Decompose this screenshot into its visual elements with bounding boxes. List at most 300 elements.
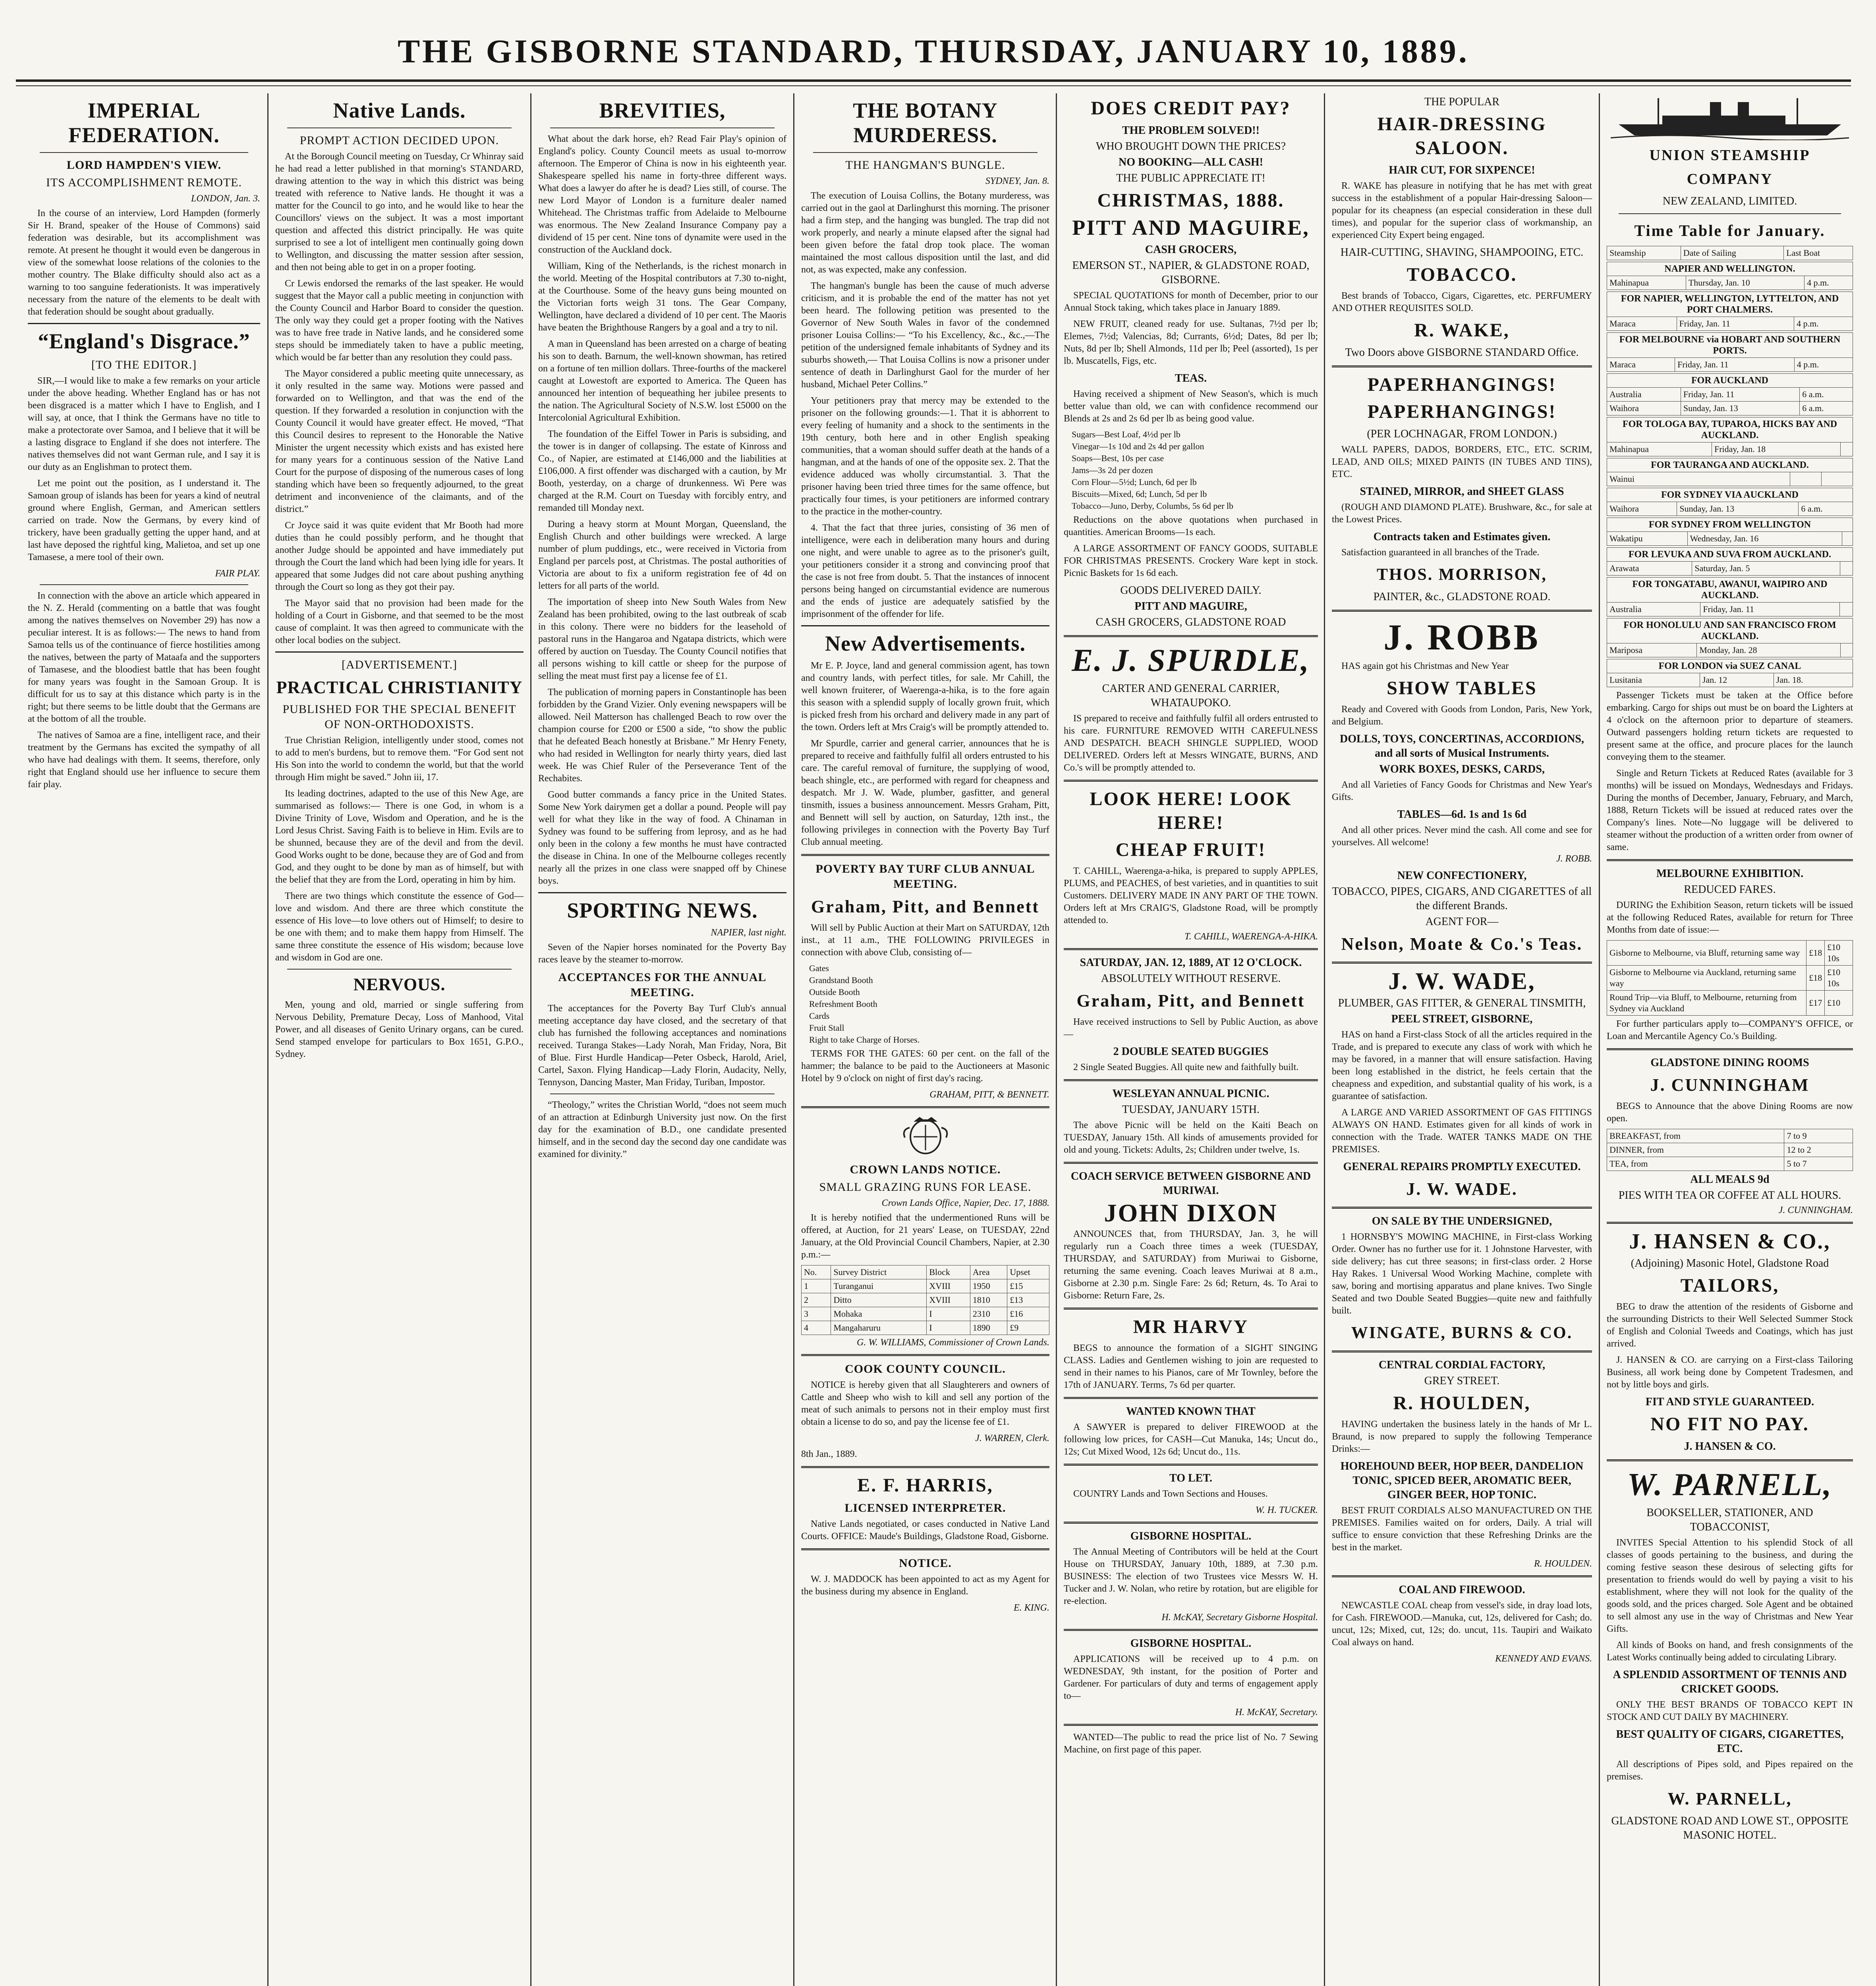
ad-headline: TAILORS, bbox=[1680, 1275, 1779, 1296]
route-title-row bbox=[1607, 488, 1853, 502]
headline-imperial-federation: IMPERIAL FEDERATION. bbox=[68, 99, 220, 147]
ad-headline: LOOK HERE! LOOK HERE! bbox=[1090, 788, 1292, 833]
table-cell: 2310 bbox=[970, 1307, 1007, 1321]
list-item: Outside Booth bbox=[809, 987, 860, 997]
ad-date: 8th Jan., 1889. bbox=[801, 1449, 857, 1459]
route-title: FOR TAURANGA AND AUCKLAND. bbox=[1607, 458, 1853, 472]
article-paragraph: In the course of an interview, Lord Hampden (formerly Sir H. Brand, speaker of the House of Commons) said federation was desirable, but its accomplishment was remote. At present he thought it would even be dangerous in view of the somewhat loose relations of the colonies to the mother country. The Blake difficulty should also act as a warning to too sanguine federationists. It was imperatively necessary from the nature of the elements to be dealt with that federation should be sought about gradually. bbox=[28, 208, 260, 317]
ad-line: 2 DOUBLE SEATED BUGGIES bbox=[1113, 1045, 1269, 1058]
signature: J. WARREN, Clerk. bbox=[975, 1433, 1049, 1443]
ad-heading: E. F. HARRIS, bbox=[857, 1475, 993, 1496]
table-cell: TEA, from bbox=[1607, 1157, 1784, 1171]
table-cell: Maraca bbox=[1607, 317, 1677, 331]
ad-paragraph: Single and Return Tickets at Reduced Rates (available for 3 months) will be issued on Mondays, Wednesdays and Fridays. During the months of December, January, February, and March, 1888, Return Tickets will be issued at reduced rates over the Company's lines. Note—No luggage will be delivered to steamer without the production of a written order from owner of same. bbox=[1607, 768, 1853, 852]
subhead: LICENSED INTERPRETER. bbox=[844, 1501, 1006, 1515]
sailing-row bbox=[1607, 402, 1853, 415]
table-row bbox=[802, 1293, 1049, 1307]
article-paragraph: The execution of Louisa Collins, the Botany murderess, was carried out in the gaol at Darlinghurst this morning. The prisoner had a firm step, and the hanging was bungled. The trap did not work properly, and nearly a minute elapsed after the signal had been given before the fatal drop took place. The woman maintained the most callous disposition until the last, and did not, as was expected, make any confession. bbox=[801, 191, 1049, 275]
article-paragraph: 4. That the fact that three juries, consisting of 36 men of intelligence, were each in deliberation many hours and during one night, and were unable to agree as to the prisoner's guilt, your petitioners consider it a strong and convincing proof that the case is not free from doubt. 5. That the instances of innocent persons being hanged on circumstantial evidence are numerous and the ends of justice are adequately satisfied by the imprisonment of the offender for life. bbox=[801, 523, 1049, 619]
divider bbox=[40, 584, 248, 585]
column-imperial-federation bbox=[24, 93, 264, 1986]
divider bbox=[1332, 1207, 1592, 1209]
table-cell: £9 bbox=[1007, 1321, 1049, 1335]
route-title: FOR HONOLULU AND SAN FRANCISCO FROM AUCKLAND. bbox=[1607, 618, 1853, 643]
ad-line: STAINED, MIRROR, and SHEET GLASS bbox=[1360, 485, 1564, 498]
table-cell: Date of Sailing bbox=[1681, 246, 1783, 260]
signature: R. HOULDEN. bbox=[1534, 1559, 1592, 1569]
table-cell: Area bbox=[970, 1265, 1007, 1279]
ad-auctioneers: Graham, Pitt, and Bennett bbox=[1076, 991, 1305, 1010]
ad-paragraph: All descriptions of Pipes sold, and Pipes repaired on the premises. bbox=[1607, 1759, 1853, 1782]
route-title-row bbox=[1607, 618, 1853, 643]
table-row bbox=[802, 1307, 1049, 1321]
ad-paragraph: NOTICE is hereby given that all Slaughterers and owners of Cattle and Sheep who wish to kill and sell any portion of the meat of such animals to persons not in their employ must first obtain a license to do so, and pay the license fee of £1. bbox=[801, 1380, 1049, 1427]
price-item: Jams—3s 2d per dozen bbox=[1072, 465, 1153, 475]
masthead-rule bbox=[16, 79, 1851, 82]
column-divider bbox=[267, 93, 269, 1986]
ad-headline: R. WAKE, bbox=[1414, 320, 1510, 341]
ad-headline: WINGATE, BURNS & CO. bbox=[1351, 1324, 1573, 1342]
table-cell: Block bbox=[927, 1265, 970, 1279]
column-native-lands bbox=[271, 93, 527, 1986]
ad-headline: CHEAP FRUIT! bbox=[1115, 839, 1266, 860]
price-item: Soaps—Best, 10s per case bbox=[1072, 453, 1164, 463]
ad-line: CASH GROCERS, bbox=[1145, 243, 1237, 256]
ad-paragraph: SPECIAL QUOTATIONS for month of December, prior to our Annual Stock taking, which takes place in January 1889. bbox=[1064, 290, 1318, 313]
ad-paragraph: BEGS to Announce that the above Dining Rooms are now open. bbox=[1607, 1101, 1853, 1124]
ad-line: GLADSTONE ROAD AND LOWE ST., OPPOSITE MASONIC HOTEL. bbox=[1611, 1815, 1849, 1841]
ad-paragraph: DURING the Exhibition Season, return tickets will be issued at the following Reduced Rates, available for return for Three Months from date of issue:— bbox=[1607, 900, 1853, 935]
table-header-row bbox=[1607, 246, 1853, 260]
price-list bbox=[1064, 429, 1318, 512]
masthead-rule-thin bbox=[16, 85, 1851, 86]
article-paragraph: The Mayor considered a public meeting quite unnecessary, as it only resulted in the same way. Motions were passed and forwarded on to Wellington, and that was the end of the question. If they forwarded a resolution in conjunction with the County Council it would have greater effect. He moved, “That this Council desires to represent to the Honorable the Native Minister the urgent necessity which exists and has existed here for many years for a continuous session of the Native Land Court for the purpose of disposing of the numerous cases of long standing which have been so frequently adjourned, to the great detriment and inconvenience of the claimants, and of the district.” bbox=[275, 369, 524, 514]
ad-line: TOBACCO, PIPES, CIGARS, AND CIGARETTES of all the different Brands. bbox=[1332, 885, 1592, 912]
table-cell bbox=[1841, 643, 1853, 657]
ad-paragraph: Having received a shipment of New Season's, which is much better value than old, we can with confidence recommend our Blends at 2s and 2s 6d per lb as being good value. bbox=[1064, 389, 1318, 424]
table-cell: Friday, Jan. 11 bbox=[1677, 317, 1794, 331]
table-cell: Saturday, Jan. 5 bbox=[1692, 562, 1840, 576]
runs-table bbox=[801, 1265, 1049, 1335]
divider bbox=[1607, 1048, 1853, 1050]
ad-line: COAL AND FIREWOOD. bbox=[1399, 1584, 1525, 1596]
headline-native-lands: Native Lands. bbox=[333, 99, 466, 122]
ad-paragraph: NEWCASTLE COAL cheap from vessel's side, in dray load lots, for Cash. FIREWOOD.—Manuka, cut, 12s, delivered for Cash; do. uncut, 12s; Mixed, cut, 12s; do. uncut, 11s. Taupiri and Waikato Coal always on hand. bbox=[1332, 1600, 1592, 1648]
table-cell: Sunday, Jan. 13 bbox=[1677, 502, 1799, 516]
table-cell: Gisborne to Melbourne, via Bluff, returning same way bbox=[1607, 941, 1806, 966]
ad-headline-robb: J. ROBB bbox=[1383, 617, 1540, 657]
divider bbox=[1064, 1629, 1318, 1631]
table-cell: Jan. 12 bbox=[1700, 673, 1774, 687]
privileges-list bbox=[801, 963, 1049, 1045]
ad-line: PIES WITH TEA OR COFFEE AT ALL HOURS. bbox=[1618, 1189, 1841, 1202]
table-cell: Lusitania bbox=[1607, 673, 1700, 687]
ad-line: DOLLS, TOYS, CONCERTINAS, ACCORDIONS, and all sorts of Musical Instruments. bbox=[1340, 733, 1584, 759]
ad-paragraph: HAS on hand a First-class Stock of all the articles required in the Trade, and is prepared to execute any class of work with which he may be favored, in a manner that will ensure satisfaction. Having been long established in the district, he feels certain that the cheapness and expedition, and substantial quality of his work, is a guarantee of satisfaction. bbox=[1332, 1030, 1592, 1101]
column-divider bbox=[1599, 93, 1600, 1986]
article-paragraph: Men, young and old, married or single suffering from Nervous Debility, Premature Decay, Loss of Manhood, Vital Power, and all diseases of Genito Urinary organs, can be cured. Send stamped envelope for particulars to Box 1651, G.P.O., Sydney. bbox=[275, 1000, 524, 1059]
ad-line: NEW ZEALAND, LIMITED. bbox=[1662, 195, 1797, 207]
ad-line: FIT AND STYLE GUARANTEED. bbox=[1645, 1396, 1814, 1408]
subhead: PROMPT ACTION DECIDED UPON. bbox=[299, 134, 499, 147]
ad-paragraph: Best brands of Tobacco, Cigars, Cigarettes, etc. PERFUMERY AND OTHER REQUISITES SOLD. bbox=[1332, 291, 1592, 313]
sailing-row bbox=[1607, 562, 1853, 576]
article-paragraph: The hangman's bungle has been the cause of much adverse criticism, and it is probable the end of the matter has not yet been heard. The following petition was presented to the Governor of New South Wales in favor of the condemned prisoner Louisa Collins:— “To his Excellency, &c., &c.,—The petition of the undersigned female inhabitants of Sydney and its suburbs showeth,— That Louisa Collins is now a prisoner under sentence of death in Darlinghurst Gaol for the murder of her husband, Michael Peter Collins.” bbox=[801, 281, 1049, 390]
meal-row bbox=[1607, 1129, 1853, 1143]
ad-auctioneers: Graham, Pitt, and Bennett bbox=[811, 897, 1039, 916]
route-table bbox=[1607, 373, 1853, 415]
signature: W. H. TUCKER. bbox=[1255, 1505, 1318, 1515]
sailing-row bbox=[1607, 388, 1853, 402]
table-cell: Mariposa bbox=[1607, 643, 1697, 657]
column-advertisements-b bbox=[1328, 93, 1596, 1986]
ad-headline-wade: J. W. WADE, bbox=[1388, 968, 1536, 994]
divider bbox=[801, 1106, 1049, 1108]
timetable bbox=[1607, 262, 1853, 687]
ad-line: ON SALE BY THE UNDERSIGNED, bbox=[1372, 1215, 1552, 1227]
ad-line: CENTRAL CORDIAL FACTORY, bbox=[1378, 1359, 1546, 1371]
article-paragraph: Mr E. P. Joyce, land and general commission agent, has town and country lands, with perfect titles, for sale. Mr Cahill, the well known fruiterer, of Waerenga-a-hika, is to the fore again this season with a splendid supply of locally grown fruit, which is picked fresh from his orchard and delivery made in any part of the town. Orders left at Mrs Craig's will be promptly attended to. bbox=[801, 661, 1049, 732]
headline-nervous: NERVOUS. bbox=[353, 975, 446, 994]
ad-paragraph: And all other prices. Never mind the cash. All come and see for yourselves. All welcome! bbox=[1332, 825, 1592, 848]
table-cell: 6 a.m. bbox=[1799, 502, 1853, 516]
fare-row bbox=[1607, 941, 1853, 966]
list-item: Right to take Charge of Horses. bbox=[809, 1035, 920, 1045]
ad-paragraph: J. HANSEN & CO. are carrying on a First-class Tailoring Business, all work being done by Competent Tradesmen, and not by little boys and girls. bbox=[1607, 1355, 1853, 1390]
headline-brevities: BREVITIES, bbox=[599, 99, 726, 122]
table-cell: 2 bbox=[802, 1293, 831, 1307]
table-cell: 1810 bbox=[970, 1293, 1007, 1307]
table-cell: Jan. 18. bbox=[1774, 673, 1853, 687]
ad-paragraph: ANNOUNCES that, from THURSDAY, Jan. 3, he will regularly run a Coach three times a week (TUESDAY, THURSDAY, and SATURDAY) from Muriwai to Gisborne, returning the same evening. Coach leaves Muriwai at 8 a.m., Gisborne at 2.30 p.m. Single Fare: 2s 6d; Return, 4s. To Arai to Gisborne: Return Fare, 2s. bbox=[1064, 1229, 1318, 1301]
route-title: FOR MELBOURNE via HOBART AND SOUTHERN PORTS. bbox=[1607, 333, 1853, 358]
brevities-paragraph: During a heavy storm at Mount Morgan, Queensland, the English Church and other buildings were wrecked. A large number of plum puddings, etc., were received in Victoria from England per parcels post, at Christmas. The postal authorities of Victoria are about to fix a uniform registration fee of 4d on letters for all parts of the world. bbox=[538, 519, 786, 591]
table-cell: 6 a.m. bbox=[1800, 388, 1853, 402]
divider bbox=[1064, 1464, 1318, 1466]
table-cell: 1890 bbox=[970, 1321, 1007, 1335]
divider bbox=[1064, 1522, 1318, 1524]
ad-headline-john-dixon: JOHN DIXON bbox=[1104, 1199, 1278, 1227]
ad-paragraph: Will sell by Public Auction at their Mart on SATURDAY, 12th inst., at 11 a.m., THE FOLLOWING PRIVILEGES in connection with above Club, consisting of— bbox=[801, 923, 1049, 958]
route-title: FOR TONGATABU, AWANUI, WAIPIRO AND AUCKLAND. bbox=[1607, 578, 1853, 603]
ad-paragraph: (ROUGH AND DIAMOND PLATE). Brushware, &c., for sale at the Lowest Prices. bbox=[1332, 502, 1592, 525]
signature: GRAHAM, PITT, & BENNETT. bbox=[929, 1090, 1049, 1100]
table-cell: Round Trip—via Bluff, to Melbourne, returning from Sydney via Auckland bbox=[1607, 991, 1806, 1016]
divider bbox=[28, 323, 260, 324]
subhead: SMALL GRAZING RUNS FOR LEASE. bbox=[819, 1180, 1032, 1194]
table-cell: 4 bbox=[802, 1321, 831, 1335]
route-title: NAPIER AND WELLINGTON. bbox=[1607, 262, 1853, 276]
ad-line: THE PUBLIC APPRECIATE IT! bbox=[1116, 172, 1265, 184]
divider bbox=[801, 1466, 1049, 1468]
route-title: FOR SYDNEY FROM WELLINGTON bbox=[1607, 518, 1853, 532]
dateline: Crown Lands Office, Napier, Dec. 17, 1888. bbox=[881, 1198, 1049, 1208]
ad-paragraph: T. CAHILL, Waerenga-a-hika, is prepared to supply APPLES, PLUMS, and PEACHES, of best varieties, and in quantities to suit Customers. DELIVERY MADE IN ANY PART OF THE TOWN. Orders left at Mrs CRAIG'S, Gladstone Road, will be promptly attended to. bbox=[1064, 866, 1318, 925]
divider bbox=[1064, 948, 1318, 950]
divider bbox=[1064, 1308, 1318, 1310]
price-item: Corn Flour—5½d; Lunch, 6d per lb bbox=[1072, 477, 1197, 487]
ad-line: EMERSON ST., NAPIER, & GLADSTONE ROAD, GISBORNE. bbox=[1072, 259, 1310, 286]
table-cell: Arawata bbox=[1607, 562, 1692, 576]
table-cell: Mahinapua bbox=[1607, 442, 1712, 456]
ad-line: ABSOLUTELY WITHOUT RESERVE. bbox=[1101, 972, 1281, 985]
ad-paragraph: The above Picnic will be held on the Kaiti Beach on TUESDAY, January 15th. All kinds of amusements provided for old and young. Tickets: Adults, 2s; Children under twelve, 1s. bbox=[1064, 1120, 1318, 1155]
ad-paragraph: R. WAKE has pleasure in notifying that he has met with great success in the establishment of a popular Hair-dressing Saloon—popular for its cheapness (an especial consideration in these dull times), and popular for the superior class of workmanship, an experienced City Expert being engaged. bbox=[1332, 181, 1592, 240]
ad-headline: PAPERHANGINGS! bbox=[1367, 401, 1557, 422]
route-title-row bbox=[1607, 333, 1853, 358]
subhead: ACCEPTANCES FOR THE ANNUAL MEETING. bbox=[558, 971, 767, 999]
ad-line: AGENT FOR— bbox=[1425, 916, 1499, 928]
fare-row bbox=[1607, 966, 1853, 991]
route-table bbox=[1607, 518, 1853, 546]
ad-paragraph: And all Varieties of Fancy Goods for Christmas and New Year's Gifts. bbox=[1332, 780, 1592, 802]
divider bbox=[1064, 1397, 1318, 1399]
ad-paragraph: ONLY THE BEST BRANDS OF TOBACCO KEPT IN STOCK AND CUT DAILY BY MACHINERY. bbox=[1607, 1700, 1853, 1722]
ad-paragraph: APPLICATIONS will be received up to 4 p.m. on WEDNESDAY, 9th instant, for the position of Porter and Gardener. For particulars of duty and terms of engagement apply to— bbox=[1064, 1654, 1318, 1701]
article-paragraph: Seven of the Napier horses nominated for the Poverty Bay races leave by the steamer to-morrow. bbox=[538, 942, 786, 965]
table-cell: Mahinapua bbox=[1607, 276, 1686, 290]
advertisement-label: [ADVERTISEMENT.] bbox=[341, 658, 458, 671]
sailing-row bbox=[1607, 472, 1853, 486]
table-cell: Wainui bbox=[1607, 472, 1790, 486]
ad-headline: J. W. WADE. bbox=[1406, 1179, 1518, 1199]
ad-line: COACH SERVICE BETWEEN GISBORNE AND MURIWAI. bbox=[1070, 1170, 1311, 1197]
divider bbox=[1332, 1575, 1592, 1577]
ad-headline-houlden: R. HOULDEN, bbox=[1393, 1393, 1531, 1414]
list-item: Fruit Stall bbox=[809, 1023, 844, 1033]
divider bbox=[801, 1354, 1049, 1356]
route-title-row bbox=[1607, 417, 1853, 442]
sailing-row bbox=[1607, 358, 1853, 372]
route-table bbox=[1607, 547, 1853, 576]
ad-line: THE POPULAR bbox=[1424, 96, 1499, 108]
route-table bbox=[1607, 618, 1853, 657]
table-cell: Australia bbox=[1607, 603, 1700, 616]
meal-row bbox=[1607, 1157, 1853, 1171]
table-cell: Sunday, Jan. 13 bbox=[1681, 402, 1799, 415]
signature: H. McKAY, Secretary Gisborne Hospital. bbox=[1161, 1612, 1318, 1623]
route-title-row bbox=[1607, 374, 1853, 388]
table-cell: £10 10s bbox=[1825, 941, 1853, 966]
subhead: THE HANGMAN'S BUNGLE. bbox=[845, 158, 1005, 172]
ad-line: (Adjoining) Masonic Hotel, Gladstone Road bbox=[1631, 1257, 1829, 1269]
article-paragraph: Your petitioners pray that mercy may be extended to the prisoner on the following grounds:—1. That it is abhorrent to every feeling of humanity and a shock to the sentiments in the 19th century, both here and in other English speaking communities, that a woman should suffer death at the hands of a hangman, and at the hands of one of the opposite sex. 2. That the evidence adduced was wholly circumstantial. 3. That the prisoner having been tried three times for the same offence, but practically four times, is your petitioners are informed contrary to the practice in the mother-country. bbox=[801, 396, 1049, 517]
table-cell: Ditto bbox=[831, 1293, 927, 1307]
ad-headline: SHOW TABLES bbox=[1387, 678, 1537, 699]
ad-line: BOOKSELLER, STATIONER, AND TOBACCONIST, bbox=[1646, 1507, 1813, 1533]
table-cell: 4 p.m. bbox=[1794, 317, 1853, 331]
ad-line: SATURDAY, JAN. 12, 1889, AT 12 O'CLOCK. bbox=[1080, 956, 1302, 969]
ad-paragraph: Ready and Covered with Goods from London, Paris, New York, and Belgium. bbox=[1332, 704, 1592, 727]
table-cell: 3 bbox=[802, 1307, 831, 1321]
brevities-paragraph: The foundation of the Eiffel Tower in Paris is subsiding, and the tower is in danger of collapsing. The estate of Kinross and Co., of Napier, are estimated at £146,000 and the liabilities at £106,000. A first offender was discharged with a caution, by Mr Booth, yesterday, on a charge of drunkenness. Wi Pere was charged at the R.M. Court on Tuesday with forcibly entry, and remanded till Monday next. bbox=[538, 429, 786, 513]
divider bbox=[1332, 365, 1592, 367]
ad-paragraph: 2 Single Seated Buggies. All quite new and faithfully built. bbox=[1073, 1062, 1299, 1072]
ad-line: Contracts taken and Estimates given. bbox=[1373, 531, 1551, 543]
ad-paragraph: Have received instructions to Sell by Public Auction, as above— bbox=[1064, 1017, 1318, 1039]
signature: FAIR PLAY. bbox=[215, 568, 260, 579]
table-cell: I bbox=[927, 1321, 970, 1335]
table-cell: 4 p.m. bbox=[1805, 276, 1853, 290]
ad-line: PITT AND MAGUIRE, bbox=[1134, 600, 1247, 612]
ad-paragraph: INVITES Special Attention to his splendid Stock of all classes of goods pertaining to the business, and during the coming festive season these desirous of selecting gifts for presentation to friends would do well by paying a visit to his establishment, where they will not look for the quality of the goods sold, and the prices charged. Sole Agent and be obtained to sell almost any use in the way of Christmas and New Year Gifts. bbox=[1607, 1538, 1853, 1634]
ad-headline: W. PARNELL, bbox=[1667, 1789, 1792, 1808]
table-cell: 6 a.m. bbox=[1800, 402, 1853, 415]
divider bbox=[1607, 1459, 1853, 1461]
brevities-paragraph: What about the dark horse, eh? Read Fair Play's opinion of England's policy. County Council meets as usual to-morrow afternoon. The Emperor of China is now in his eighteenth year. Shakespeare spelled his name in forty-three different ways. What does a lawyer do after he is dead? Lies still, of course. The new Lord Mayor of London is a furniture dealer named Whitehead. The Christmas traffic from Adelaide to Melbourne was enormous. The New Zealand Insurance Company pay a dividend of 15 per cent. Nine tons of dynamite were used in the construction of the Auckland dock. bbox=[538, 134, 786, 255]
divider bbox=[1332, 962, 1592, 964]
table-cell: DINNER, from bbox=[1607, 1143, 1784, 1157]
divider bbox=[1332, 1350, 1592, 1352]
ad-headline: PAPERHANGINGS! bbox=[1367, 374, 1557, 395]
list-item: Refreshment Booth bbox=[809, 999, 877, 1009]
table-cell: Mohaka bbox=[831, 1307, 927, 1321]
ad-headline-hairdressing: HAIR-DRESSING SALOON. bbox=[1377, 114, 1547, 158]
table-cell: Survey District bbox=[831, 1265, 927, 1279]
ad-line: GLADSTONE DINING ROOMS bbox=[1650, 1057, 1809, 1069]
ad-headline: TOBACCO. bbox=[1407, 264, 1517, 285]
table-cell: Friday, Jan. 11 bbox=[1675, 358, 1795, 372]
sailing-row bbox=[1607, 502, 1853, 516]
ad-paragraph: The Annual Meeting of Contributors will be held at the Court House on THURSDAY, January 10th, 1889, at 7.30 p.m. BUSINESS: The election of two Trustees vice Messrs W. H. Tucker and J. W. Nolan, who retire by rotation, but are eligible for re-election. bbox=[1064, 1547, 1318, 1606]
ad-headline-hansen: J. HANSEN & CO., bbox=[1629, 1229, 1831, 1253]
ad-line: WORK BOXES, DESKS, CARDS, bbox=[1379, 763, 1545, 775]
table-cell bbox=[1790, 472, 1822, 486]
ad-line: HOREHOUND BEER, HOP BEER, DANDELION TONIC, SPICED BEER, AROMATIC BEER, GINGER BEER, HOP TONIC. bbox=[1340, 1460, 1584, 1501]
ad-headline: THOS. MORRISON, bbox=[1377, 566, 1547, 584]
headline-practical-christianity: PRACTICAL CHRISTIANITY bbox=[276, 678, 523, 697]
ad-paragraph: WANTED—The public to read the price list of No. 7 Sewing Machine, on first page of this paper. bbox=[1064, 1732, 1318, 1755]
ad-line: TO LET. bbox=[1169, 1472, 1212, 1484]
ad-line: GISBORNE HOSPITAL. bbox=[1130, 1530, 1252, 1542]
article-paragraph: True Christian Religion, intelligently under stood, comes not to add to men's burdens, but to remove them. “For God sent not His Son into the world to condemn the world, but that the world through Him might be saved.” John iii, 17. bbox=[275, 735, 524, 782]
ad-headline: CHRISTMAS, 1888. bbox=[1097, 190, 1285, 211]
sailing-row bbox=[1607, 276, 1853, 290]
column-botany-murderess bbox=[797, 93, 1053, 1986]
ad-paragraph: BEGS to announce the formation of a SIGHT SINGING CLASS. Ladies and Gentlemen wishing to join are requested to send in their names to his Pianos, care of Mr Townley, before the 17th of JANUARY. Terms, 7s 6d per quarter. bbox=[1064, 1343, 1318, 1390]
sailing-row bbox=[1607, 442, 1853, 456]
ad-heading: POVERTY BAY TURF CLUB ANNUAL MEETING. bbox=[815, 862, 1035, 891]
ad-line: PLUMBER, GAS FITTER, & GENERAL TINSMITH, bbox=[1338, 997, 1586, 1009]
ad-paragraph: 1 HORNSBY'S MOWING MACHINE, in First-class Working Order. Owner has no further use for it. 1 Johnstone Harvester, with side delivery; has cut three seasons; in first-class order. 2 Horse Hay Rakes. 1 Universal Wood Working Machine, complete with saw, boring and mortising apparatus and plane knives. Two Single Seated and two Double Seated Buggies—quite new and faithfully built. bbox=[1332, 1232, 1592, 1316]
ad-line: ALL MEALS 9d bbox=[1690, 1173, 1770, 1186]
table-cell: 5 to 7 bbox=[1784, 1157, 1853, 1171]
route-table bbox=[1607, 488, 1853, 516]
signature: J. ROBB. bbox=[1556, 854, 1592, 864]
table-cell: I bbox=[927, 1307, 970, 1321]
ad-headline-parnell: W. PARNELL, bbox=[1627, 1467, 1833, 1502]
price-item: Tobacco—Juno, Derby, Columbs, 5s 6d per lb bbox=[1072, 501, 1234, 511]
sailing-row bbox=[1607, 532, 1853, 546]
table-cell: Last Boat bbox=[1784, 246, 1853, 260]
article-paragraph: Cr Lewis endorsed the remarks of the last speaker. He would suggest that the Mayor call a public meeting in conjunction with the County Council and Harbor Board to consider the question. The only way they could get a proper footing with the Natives was to have free trade in Native lands, and he considered some steps should be immediately taken to have a public meeting, which would be far better than any resolution they could pass. bbox=[275, 278, 524, 363]
divider bbox=[1064, 1724, 1318, 1726]
route-table bbox=[1607, 262, 1853, 290]
article-paragraph: The Mayor said that no provision had been made for the holding of a Court in Gisborne, and that seemed to be the most cause of complaint. It was then agreed to communicate with the other local bodies on the subject. bbox=[275, 598, 524, 645]
route-title: FOR TOLOGA BAY, TUPAROA, HICKS BAY AND AUCKLAND. bbox=[1607, 417, 1853, 442]
route-title-row bbox=[1607, 548, 1853, 562]
signature: T. CAHILL, WAERENGA-A-HIKA. bbox=[1184, 931, 1318, 942]
fare-row bbox=[1607, 991, 1853, 1016]
table-cell: XVIII bbox=[927, 1293, 970, 1307]
divider bbox=[1332, 610, 1592, 612]
dateline: SYDNEY, Jan. 8. bbox=[985, 176, 1049, 186]
sailing-row bbox=[1607, 673, 1853, 687]
dateline: LONDON, Jan. 3. bbox=[191, 193, 260, 204]
table-cell: £10 bbox=[1825, 991, 1853, 1016]
subhead: LORD HAMPDEN'S VIEW. bbox=[66, 158, 222, 172]
route-table bbox=[1607, 458, 1853, 486]
article-paragraph: At the Borough Council meeting on Tuesday, Cr Whinray said he had read a letter published in that morning's STANDARD, drawing attention to the way in which this district was being treated with reference to Native lands. He thought it was a matter for the Council to go into, and he would like to hear the Councillors' views on the subject. It was a most important question and affected this district principally. He was quite surprised to see a lot of intelligent men continually going down to Wellington, and discussing the matter session after session, and then not being able to get in on a proper footing. bbox=[275, 151, 524, 272]
ad-line: NO BOOKING—ALL CASH! bbox=[1118, 156, 1264, 168]
divider bbox=[275, 651, 524, 653]
ad-headline-spurdle: E. J. SPURDLE, bbox=[1072, 643, 1310, 678]
signature: G. W. WILLIAMS, Commissioner of Crown Lands. bbox=[857, 1337, 1049, 1348]
route-title: FOR AUCKLAND bbox=[1607, 374, 1853, 388]
divider bbox=[287, 969, 512, 970]
ad-line: GISBORNE HOSPITAL. bbox=[1130, 1637, 1252, 1650]
route-title: FOR SYDNEY VIA AUCKLAND bbox=[1607, 488, 1853, 502]
table-cell: 4 p.m. bbox=[1794, 358, 1853, 372]
ad-paragraph: For further particulars apply to—COMPANY'S OFFICE, or Loan and Mercantile Agency Co.'s Building. bbox=[1607, 1019, 1853, 1041]
divider bbox=[550, 1093, 775, 1094]
table-cell: £15 bbox=[1007, 1279, 1049, 1293]
ad-line: TEAS. bbox=[1175, 372, 1207, 384]
table-cell: 1950 bbox=[970, 1279, 1007, 1293]
meals-table bbox=[1607, 1129, 1853, 1171]
table-cell bbox=[1840, 603, 1853, 616]
table-cell: £16 bbox=[1007, 1307, 1049, 1321]
sailing-row bbox=[1607, 603, 1853, 616]
table-cell: XVIII bbox=[927, 1279, 970, 1293]
masthead: THE GISBORNE STANDARD, THURSDAY, JANUARY 10, 1889. bbox=[398, 33, 1469, 70]
route-title: FOR LONDON via SUEZ CANAL bbox=[1607, 659, 1853, 673]
table-cell: Friday, Jan. 11 bbox=[1700, 603, 1840, 616]
table-cell: £17 bbox=[1806, 991, 1825, 1016]
ad-line: MELBOURNE EXHIBITION. bbox=[1656, 867, 1804, 880]
sailing-row bbox=[1607, 643, 1853, 657]
ad-headline: MR HARVY bbox=[1133, 1316, 1249, 1337]
table-cell bbox=[1840, 562, 1853, 576]
route-table bbox=[1607, 332, 1853, 372]
ad-line: (PER LOCHNAGAR, FROM LONDON.) bbox=[1367, 428, 1557, 440]
brevities-paragraph: Good butter commands a fancy price in the United States. Some New York dairymen get a dollar a pound. People will pay well for what they like in the way of food. A Chinaman in Sydney was found to be suffering from leprosy, and as he had only been in the colony a few months he must have contracted the disease in China. In one of the Melbourne colleges recently nearly all the prizes in one class were snapped off by Chinese boys. bbox=[538, 790, 786, 886]
divider bbox=[1607, 859, 1853, 861]
article-paragraph: Its leading doctrines, adapted to the use of this New Age, are summarised as follows:— There is one God, in whom is a Divine Trinity of Love, Wisdom and Operation, and he is the Lord Jesus Christ. Saving Faith is to believe in Him. Evils are to be shunned, because they are of the devil and from the devil. Good Works ought to be done, because they are of God and from God, and they ought to be done by man as of himself, but with the belief that they are from the Lord, operating in him by him. bbox=[275, 788, 524, 885]
table-cell: 12 to 2 bbox=[1784, 1143, 1853, 1157]
ad-line: HAIR-CUTTING, SHAVING, SHAMPOOING, ETC. bbox=[1340, 246, 1584, 259]
ad-line: Two Doors above GISBORNE STANDARD Office. bbox=[1345, 346, 1579, 359]
ad-line: GENERAL REPAIRS PROMPTLY EXECUTED. bbox=[1343, 1161, 1581, 1173]
table-cell: £13 bbox=[1007, 1293, 1049, 1307]
brevities-paragraph: The importation of sheep into New South Wales from New Zealand has been prohibited, owing to the last outbreak of scab in this colony. There were no bidders for the leasehold of pastoral runs in the Hangaroa and Ngatapa districts, which were offered by auction on Tuesday. The County Council notifies that all persons wishing to kill cattle or sheep for the purpose of selling the meat must first pay a license fee of £1. bbox=[538, 597, 786, 681]
ad-line: BEST QUALITY OF CIGARS, CIGARETTES, ETC. bbox=[1616, 1728, 1844, 1755]
route-title-row bbox=[1607, 659, 1853, 673]
ad-paragraph: Reductions on the above quotations when purchased in quantities. American Brooms—1s each. bbox=[1064, 515, 1318, 537]
route-table bbox=[1607, 577, 1853, 616]
ad-paragraph: IS prepared to receive and faithfully fulfil all orders entrusted to his care. FURNITURE REMOVED WITH CAREFULNESS AND DESPATCH. BEACH SHINGLE SUPPLIED, WOOD DELIVERED. Orders left at Messrs WINGATE, BURNS, AND Co.'s will be promptly attended to. bbox=[1064, 713, 1318, 773]
route-table bbox=[1607, 292, 1853, 331]
divider bbox=[813, 152, 1037, 153]
ad-headline: DOES CREDIT PAY? bbox=[1091, 98, 1291, 119]
table-cell: BREAKFAST, from bbox=[1607, 1129, 1784, 1143]
column-divider bbox=[1324, 93, 1325, 1986]
ad-paragraph: HAVING undertaken the business lately in the hands of Mr L. Braund, is now prepared to supply the following Temperance Drinks:— bbox=[1332, 1419, 1592, 1454]
divider bbox=[1064, 1162, 1318, 1164]
fares-table bbox=[1607, 940, 1853, 1016]
subhead: [TO THE EDITOR.] bbox=[91, 358, 197, 371]
ad-line: THE PROBLEM SOLVED!! bbox=[1122, 124, 1260, 137]
